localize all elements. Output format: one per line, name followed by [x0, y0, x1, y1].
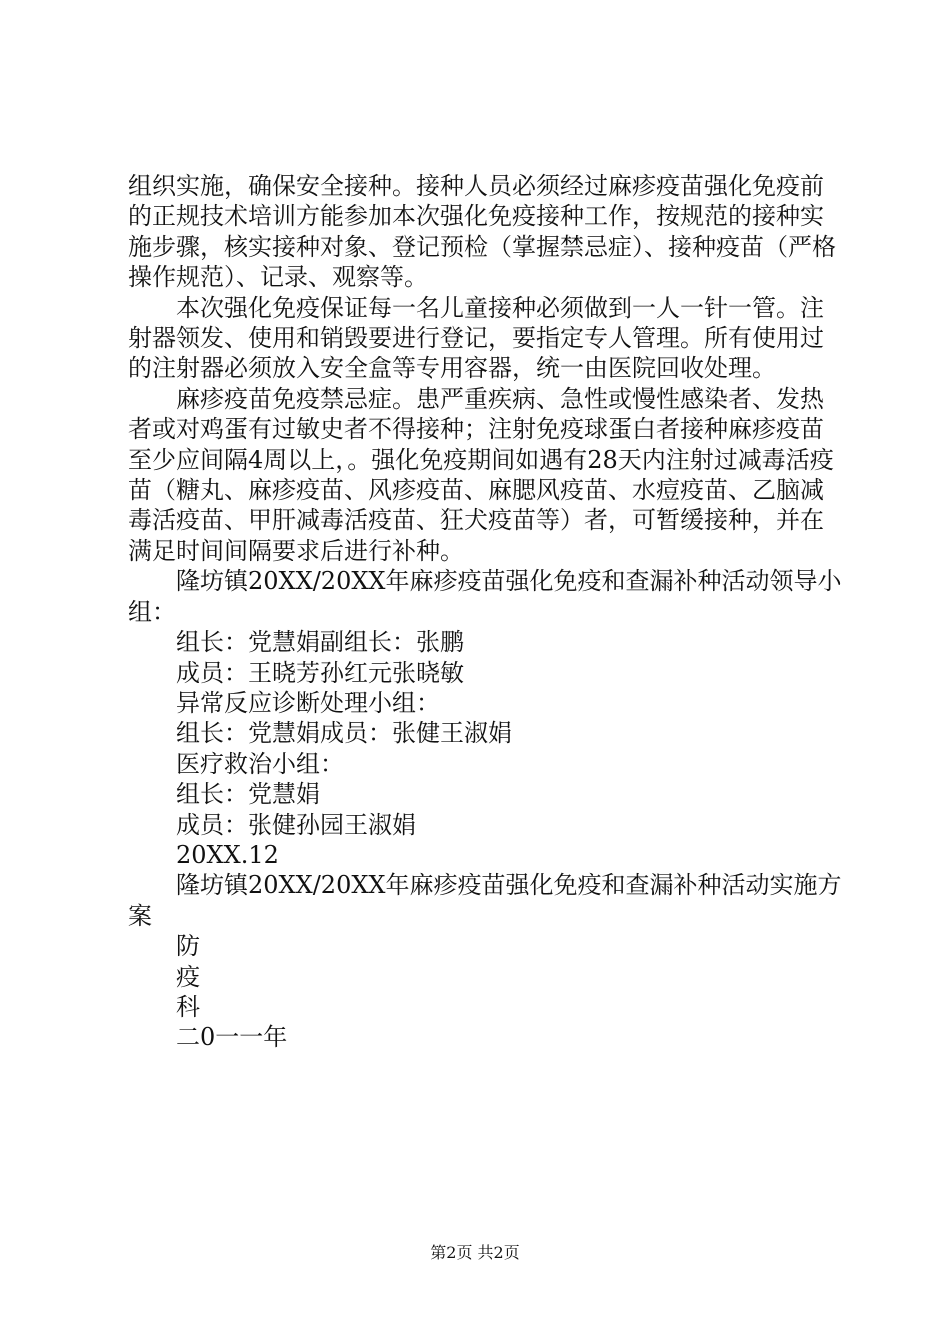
- department-char-2: 疫: [176, 962, 200, 991]
- department-char-3: 科: [176, 992, 200, 1021]
- paragraph-contraindications: 麻疹疫苗免疫禁忌症。患严重疾病、急性或慢性感染者、发热者或对鸡蛋有过敏史者不得接种；注射免疫球蛋白者接种麻疹疫苗至少应间隔4周以上，。强化免疫期间如遇有28天内注射过减毒活疫苗（糖丸、麻疹疫苗、风疹疫苗、麻腮风疫苗、水痘疫苗、乙脑减毒活疫苗、甲肝减毒活疫苗、狂犬疫苗等）者，可暂缓接种，并在满足时间间隔要求后进行补种。: [128, 384, 834, 565]
- paragraph-vaccination-implementation: 组织实施，确保安全接种。接种人员必须经过麻疹疫苗强化免疫前的正规技术培训方能参加本次强化免疫接种工作，按规范的接种实施步骤，核实接种对象、登记预检（掌握禁忌症）、接种疫苗（严格操作规范）、记录、观察等。: [128, 172, 836, 292]
- paragraph-syringe-management: 本次强化免疫保证每一名儿童接种必须做到一人一针一管。注射器领发、使用和销毁要进行登记，要指定专人管理。所有使用过的注射器必须放入安全盒等专用容器，统一由医院回收处理。: [128, 293, 824, 383]
- implementation-plan-title: 隆坊镇20XX/20XX年麻疹疫苗强化免疫和查漏补种活动实施方案: [128, 871, 842, 930]
- adverse-reaction-group-title: 异常反应诊断处理小组：: [176, 688, 440, 717]
- year-line: 二0一一年: [176, 1023, 288, 1052]
- leadership-leader-line: 组长：党慧娟副组长：张鹏: [176, 628, 464, 657]
- medical-rescue-group-title: 医疗救治小组：: [176, 749, 344, 778]
- leadership-members-line: 成员：王晓芳孙红元张晓敏: [176, 658, 464, 687]
- adverse-reaction-group-members: 组长：党慧娟成员：张健王淑娟: [176, 719, 512, 748]
- paragraph-leadership-group-title: 隆坊镇20XX/20XX年麻疹疫苗强化免疫和查漏补种活动领导小组：: [128, 567, 842, 626]
- medical-rescue-leader: 组长：党慧娟: [176, 780, 320, 809]
- medical-rescue-members: 成员：张健孙园王淑娟: [176, 810, 416, 839]
- document-body: [128, 171, 844, 1053]
- page-footer: 第2页 共2页: [430, 1243, 520, 1262]
- department-char-1: 防: [176, 932, 200, 961]
- document-date: 20XX.12: [176, 840, 279, 869]
